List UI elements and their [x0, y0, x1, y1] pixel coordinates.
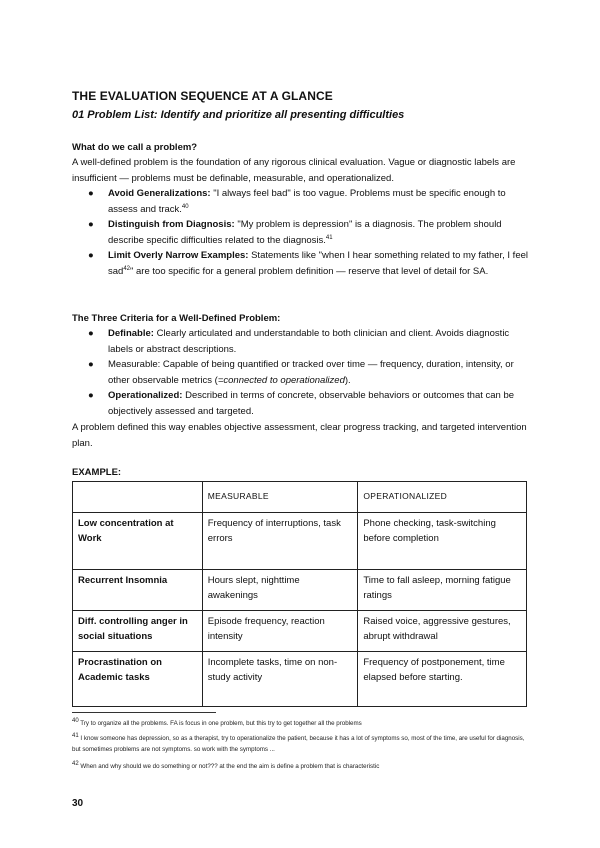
bullet-icon: ●: [88, 328, 94, 339]
problem-cell: Procrastination on Academic tasks: [73, 651, 203, 706]
footnote-number: 40: [72, 717, 79, 724]
section-heading-problem-definition: What do we call a problem?: [72, 142, 198, 153]
operationalized-cell: Raised voice, aggressive gestures, abrupt withdrawal: [358, 610, 527, 651]
column-header-measurable: MEASURABLE: [202, 482, 358, 513]
table-row: [73, 512, 527, 569]
bullet-icon: ●: [88, 250, 94, 261]
footnote-ref[interactable]: 42: [123, 265, 131, 272]
bullet-text: "My problem is depression" is a diagnosis. The problem should describe specific difficulties related to the diagnosis.: [108, 219, 502, 246]
measurable-cell: Frequency of interruptions, task errors: [202, 512, 358, 569]
measurable-cell: Episode frequency, reaction intensity: [202, 610, 358, 651]
measurable-cell: Incomplete tasks, time on non-study activity: [202, 651, 358, 706]
list-item: [72, 217, 532, 248]
section-heading-criteria: The Three Criteria for a Well-Defined Problem:: [72, 313, 281, 324]
column-header-operationalized: OPERATIONALIZED: [358, 482, 527, 513]
bullet-icon: ●: [88, 188, 94, 199]
bullet-icon: ●: [88, 359, 94, 370]
list-item: [72, 357, 532, 388]
bullet-text-continued: " are too specific for a general problem definition — reserve that level of detail for SA.: [130, 265, 489, 277]
footnote-divider: [72, 712, 216, 713]
problem-cell: Recurrent Insomnia: [73, 569, 203, 610]
operationalized-cell: Phone checking, task-switching before completion: [358, 512, 527, 569]
bullet-text: Statements like "when I hear something related to my father, I feel sad: [108, 250, 528, 277]
table-row: [73, 569, 527, 610]
problem-guidelines-list: [72, 186, 532, 279]
bullet-text: "I always feel bad" is too vague. Problems must be specific enough to assess and track.: [108, 188, 506, 215]
criteria-closing-paragraph: A problem defined this way enables objective assessment, clear progress tracking, and targeted intervention plan.: [72, 422, 527, 449]
bullet-icon: ●: [88, 390, 94, 401]
bullet-label: Distinguish from Diagnosis:: [108, 219, 235, 230]
footnote-ref[interactable]: 40: [181, 203, 189, 210]
example-table: [72, 481, 527, 707]
criteria-list: [72, 326, 532, 419]
footnote-number: 41: [72, 732, 79, 739]
footnote-40: [72, 718, 532, 729]
footnote-41: [72, 733, 532, 755]
list-item: [72, 248, 532, 279]
bullet-icon: ●: [88, 219, 94, 230]
page-title: THE EVALUATION SEQUENCE AT A GLANCE: [72, 89, 333, 103]
page-number: 30: [72, 798, 84, 809]
column-header-problem: [73, 482, 203, 513]
bullet-text: Clearly articulated and understandable to both clinician and client. Avoids diagnostic labels or abstract descriptions.: [108, 328, 510, 355]
footnote-42: [72, 761, 532, 772]
problem-cell: Low concentration at Work: [73, 512, 203, 569]
footnote-number: 42: [72, 760, 79, 767]
bullet-label: Avoid Generalizations:: [108, 188, 211, 199]
operationalized-cell: Frequency of postponement, time elapsed before starting.: [358, 651, 527, 706]
bullet-text-continued: ).: [344, 374, 351, 386]
example-heading: EXAMPLE:: [72, 467, 122, 478]
footnote-ref[interactable]: 41: [325, 234, 333, 241]
page-subtitle: 01 Problem List: Identify and prioritize all presenting difficulties: [72, 109, 405, 121]
section-intro-paragraph: A well-defined problem is the foundation of any rigorous clinical evaluation. Vague or diagnostic labels are insufficient — problems must be definable, measurable, and operationalized.: [72, 157, 516, 184]
list-item: [72, 388, 532, 419]
bullet-label: Limit Overly Narrow Examples:: [108, 250, 249, 261]
table-row: [73, 610, 527, 651]
bullet-label: Operationalized:: [108, 390, 183, 401]
table-header-row: [73, 482, 527, 513]
bullet-italic-note: =connected to operationalized: [217, 374, 345, 386]
operationalized-cell: Time to fall asleep, morning fatigue ratings: [358, 569, 527, 610]
footnote-text: Try to organize all the problems. FA is focus in one problem, but this try to get together all the problems: [78, 720, 362, 727]
footnote-text: When and why should we do something or not??? at the end the aim is define a problem that is characteristic: [78, 763, 380, 770]
bullet-text: Measurable: Capable of being quantified or tracked over time — frequency, duration, intensity, or other observable metrics (: [108, 359, 514, 386]
bullet-text: Described in terms of concrete, observable behaviors or outcomes that can be objectively assessed and targeted.: [108, 390, 515, 417]
footnote-text: I know someone has depression, so as a therapist, try to operationalize the patient, because it has a lot of symptoms so, most of the time, are useful for diagnosis, but sometimes problems are not symptoms. so work with the symptoms ...: [72, 735, 525, 753]
table-row: [73, 651, 527, 706]
list-item: [72, 186, 532, 217]
problem-cell: Diff. controlling anger in social situations: [73, 610, 203, 651]
bullet-label: Definable:: [108, 328, 154, 339]
list-item: [72, 326, 532, 357]
measurable-cell: Hours slept, nighttime awakenings: [202, 569, 358, 610]
